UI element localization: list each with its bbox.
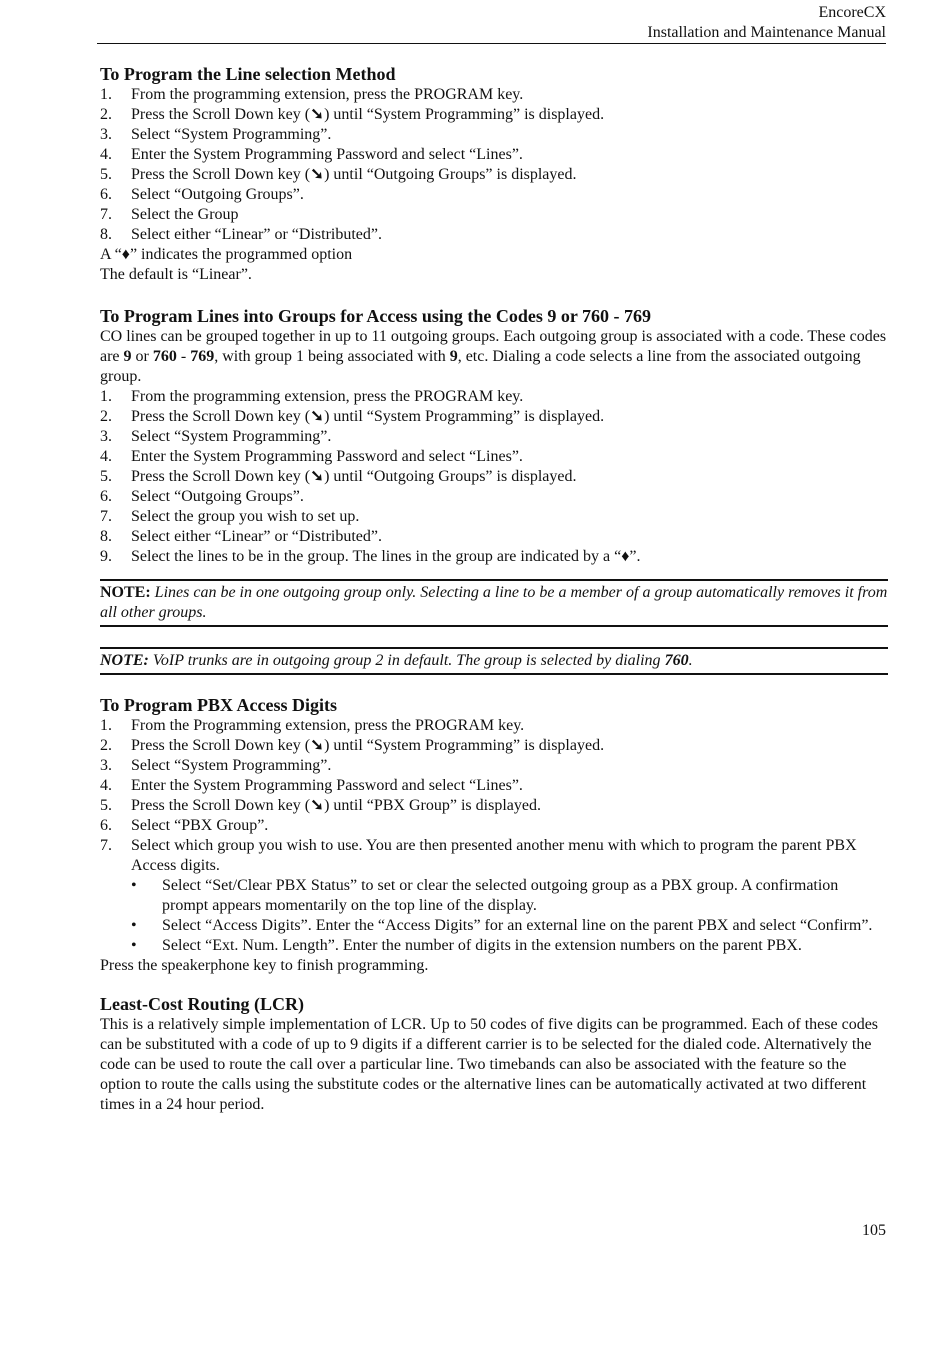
list-item: 5. Press the Scroll Down key (➘) until “PBX Group” is displayed. [100,797,541,814]
note-text: Lines can be in one outgoing group only. Selecting a line to be a member of a group automatically removes it from all other groups. [100,584,888,621]
scroll-down-arrow-icon: ➘ [310,797,324,814]
section-title: To Program Lines into Groups for Access using the Codes 9 or 760 - 769 [100,306,652,326]
list-item: 1. From the Programming extension, press the PROGRAM key. [100,717,525,734]
list-item: 5. Press the Scroll Down key (➘) until “Outgoing Groups” is displayed. [100,468,577,485]
bullet-item: • Select “Access Digits”. Enter the “Access Digits” for an external line on the parent PBX and select “Confirm”. [131,917,873,934]
list-item: 4. Enter the System Programming Password and select “Lines”. [100,777,523,794]
list-item: 1. From the programming extension, press the PROGRAM key. [100,86,524,103]
list-item: 7. Select which group you wish to use. You are then presented another menu with which to program the parent PBX Access digits. [100,837,857,874]
scroll-down-arrow-icon: ➘ [310,166,324,183]
list-item: 1. From the programming extension, press the PROGRAM key. [100,388,524,405]
list-item: 3. Select “System Programming”. [100,428,332,445]
list-item: 8. Select either “Linear” or “Distributed”. [100,226,382,243]
list-item: 2. Press the Scroll Down key (➘) until “System Programming” is displayed. [100,408,605,425]
default-note: The default is “Linear”. [100,266,252,283]
note-label: NOTE: [100,584,151,601]
closing-instruction: Press the speakerphone key to finish programming. [100,957,429,974]
list-item: 3. Select “System Programming”. [100,757,332,774]
list-item: 2. Press the Scroll Down key (➘) until “System Programming” is displayed. [100,106,605,123]
list-item: 4. Enter the System Programming Password and select “Lines”. [100,448,523,465]
page-content [100,63,888,1115]
list-item: 5. Press the Scroll Down key (➘) until “Outgoing Groups” is displayed. [100,166,577,183]
list-item: 3. Select “System Programming”. [100,126,332,143]
scroll-down-arrow-icon: ➘ [310,468,324,485]
section-lines-into-groups [100,305,888,567]
scroll-down-arrow-icon: ➘ [310,408,324,425]
bullet-item: • Select “Ext. Num. Length”. Enter the number of digits in the extension numbers on the parent PBX. [131,937,802,954]
scroll-down-arrow-icon: ➘ [310,106,324,123]
list-item: 8. Select either “Linear” or “Distributed”. [100,528,382,545]
page-header [647,3,886,43]
lcr-body: This is a relatively simple implementation of LCR. Up to 50 codes of five digits can be programmed. Each of these codes can be substituted with a code of up to 9 digits if a different carrier is to be selected for the dialed code. Alternatively the code can be used to route the call over a particular line. Two timebands can also be associated with the feature so the option to route the calls using the substitute codes or the alternative lines can be automatically activated at two different times in a 24 hour period. [100,1016,879,1113]
bullet-item: • Select “Set/Clear PBX Status” to set or clear the selected outgoing group as a PBX group. A confirmation prompt appears momentarily on the top line of the display. [131,877,839,914]
list-item: 4. Enter the System Programming Password and select “Lines”. [100,146,523,163]
section-title: To Program the Line selection Method [100,64,396,84]
programmed-option-note: A “♦” indicates the programmed option [100,246,353,263]
section-lcr [100,993,888,1115]
note-voip: NOTE: VoIP trunks are in outgoing group 2 in default. The group is selected by dialing 760. [100,647,888,675]
scroll-down-arrow-icon: ➘ [310,737,324,754]
list-item: 7. Select the group you wish to set up. [100,508,360,525]
header-product: EncoreCX [818,4,886,21]
list-item: 2. Press the Scroll Down key (➘) until “System Programming” is displayed. [100,737,605,754]
section-pbx-access [100,694,888,976]
section-line-selection [100,63,888,285]
list-item: 9. Select the lines to be in the group. The lines in the group are indicated by a “♦”. [100,548,641,565]
header-divider [97,43,886,44]
list-item: 6. Select “PBX Group”. [100,817,269,834]
section-title: To Program PBX Access Digits [100,695,337,715]
list-item: 6. Select “Outgoing Groups”. [100,186,304,203]
note-label: NOTE: [100,652,149,669]
section-title: Least-Cost Routing (LCR) [100,994,304,1014]
note-text: VoIP trunks are in outgoing group 2 in default. The group is selected by dialing [148,652,665,669]
note-outgoing-group [100,579,888,627]
section-intro: CO lines can be grouped together in up to 11 outgoing groups. Each outgoing group is associated with a code. These codes are 9 or 760 - 769, with group 1 being associated with 9, etc. Dialing a code selects a line from the associated outgoing group. [100,328,887,385]
page-number: 105 [862,1222,886,1239]
bullet-list [100,876,888,956]
list-item: 6. Select “Outgoing Groups”. [100,488,304,505]
header-manual-title: Installation and Maintenance Manual [647,24,886,41]
note-code: 760 [664,652,689,669]
diamond-icon: ♦ [121,246,130,263]
diamond-icon: ♦ [621,548,630,565]
list-item: 7. Select the Group [100,206,239,223]
